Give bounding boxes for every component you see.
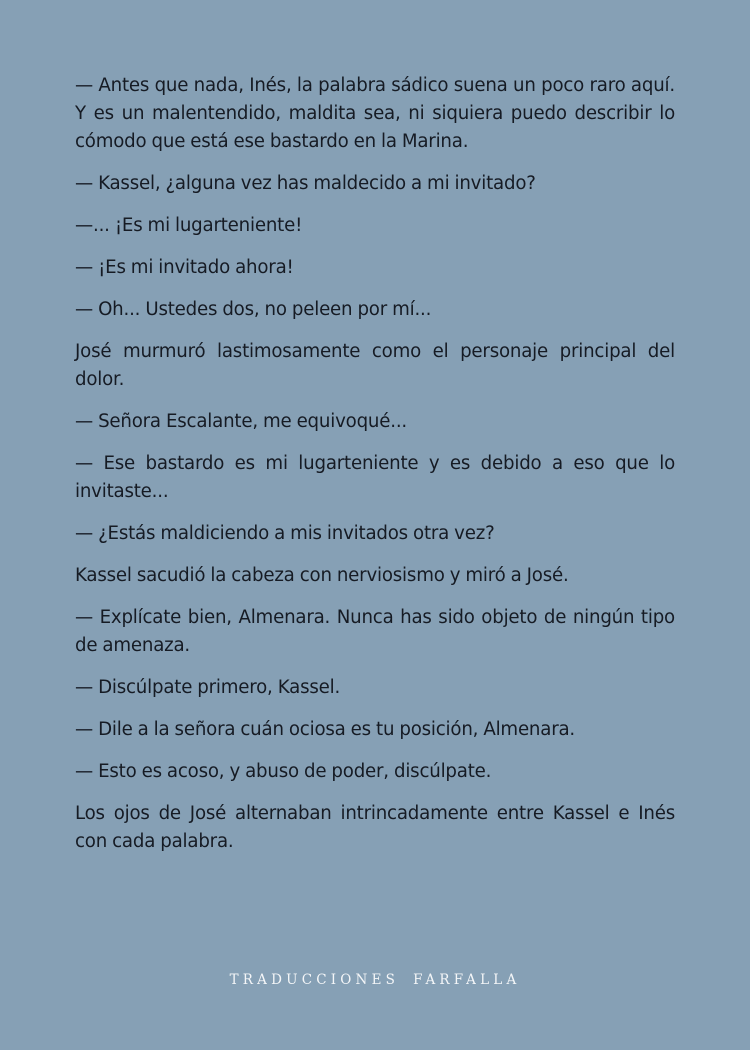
footer-credit <box>0 972 750 988</box>
page-body <box>75 72 675 870</box>
paragraph: — Ese bastardo es mi lugarteniente y es debido a eso que lo invitaste... <box>75 453 675 502</box>
paragraph: — Dile a la señora cuán ociosa es tu posición, Almenara. <box>75 719 576 740</box>
paragraph: — Esto es acoso, y abuso de poder, discúlpate. <box>75 761 492 782</box>
paragraph: — ¡Es mi invitado ahora! <box>75 257 294 278</box>
paragraph: — Kassel, ¿alguna vez has maldecido a mi invitado? <box>75 173 536 194</box>
footer-word-2: FARFALLA <box>413 972 521 988</box>
paragraph: Los ojos de José alternaban intrincadamente entre Kassel e Inés con cada palabra. <box>75 803 675 852</box>
paragraph: Kassel sacudió la cabeza con nerviosismo y miró a José. <box>75 565 569 586</box>
paragraph: — ¿Estás maldiciendo a mis invitados otra vez? <box>75 523 495 544</box>
paragraph: — Señora Escalante, me equivoqué... <box>75 411 407 432</box>
paragraph: — Explícate bien, Almenara. Nunca has sido objeto de ningún tipo de amenaza. <box>75 607 675 656</box>
footer-word-1: TRADUCCIONES <box>229 972 400 988</box>
paragraph: — Discúlpate primero, Kassel. <box>75 677 341 698</box>
paragraph: José murmuró lastimosamente como el personaje principal del dolor. <box>75 341 675 390</box>
paragraph: — Antes que nada, Inés, la palabra sádico suena un poco raro aquí. Y es un malentendido, maldita sea, ni siquiera puedo describir lo cómodo que está ese bastardo en la Marina. <box>75 75 675 152</box>
paragraph: —... ¡Es mi lugarteniente! <box>75 215 303 236</box>
paragraph: — Oh... Ustedes dos, no peleen por mí... <box>75 299 432 320</box>
